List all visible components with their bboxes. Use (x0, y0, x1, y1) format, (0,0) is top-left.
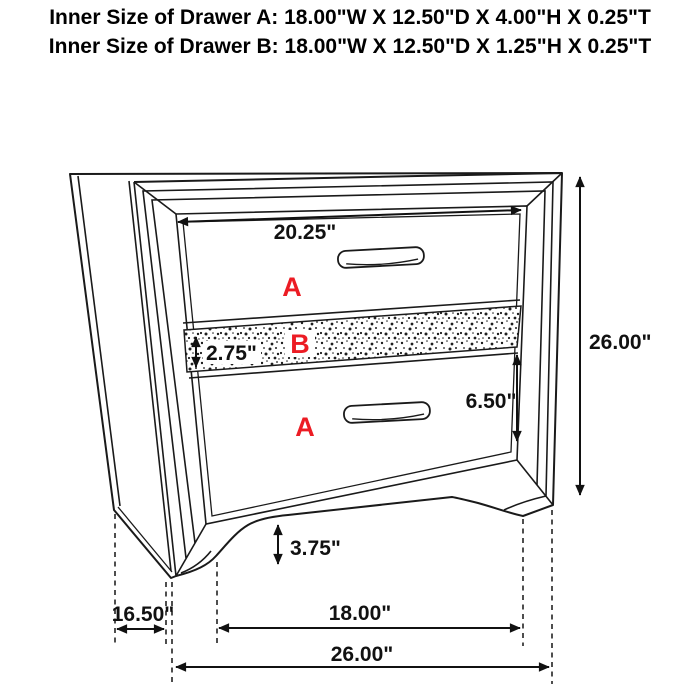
middle-drawer-height-label: 2.75" (206, 342, 257, 365)
leg-span-label: 18.00" (328, 602, 392, 625)
drawer-a-inner-size-text: Inner Size of Drawer A: 18.00"W X 12.50"D X 4.00"H X 0.25"T (49, 6, 651, 29)
overall-width-label: 26.00" (330, 643, 394, 666)
drawer-b-inner-size-text: Inner Size of Drawer B: 18.00"W X 12.50"D X 1.25"H X 0.25"T (48, 35, 652, 58)
drawer-b-label: B (290, 329, 310, 359)
bottom-drawer-height-label: 6.50" (465, 390, 517, 413)
drawer-a-top-label: A (282, 272, 302, 302)
top-drawer-handle (338, 247, 425, 268)
drawer-a-bottom-label: A (295, 412, 315, 442)
overall-height-label: 26.00" (589, 331, 652, 354)
base-height-label: 3.75" (290, 537, 341, 560)
bottom-drawer-handle (344, 402, 431, 423)
side-depth-label: 16.50" (111, 603, 175, 626)
drawer-opening-width-label: 20.25" (273, 221, 337, 244)
